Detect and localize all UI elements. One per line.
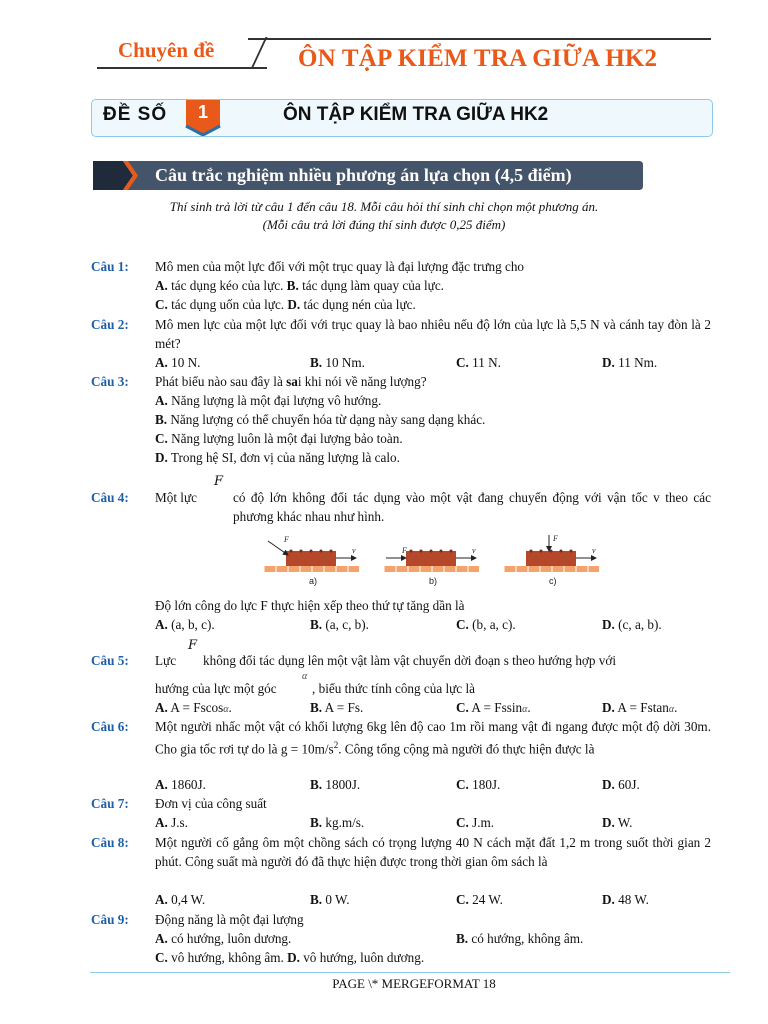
- force-label: F: [402, 546, 407, 555]
- option-d: D. A = Fstanα.: [602, 700, 678, 715]
- block: [406, 551, 456, 566]
- option-a: A. J.s.: [155, 815, 188, 830]
- question-text-start: Một lực: [155, 490, 197, 505]
- header-title: ÔN TẬP KIỂM TRA GIỮA HK2: [298, 45, 658, 72]
- question-text-start: Lực: [155, 653, 177, 668]
- force-symbol: F: [214, 474, 224, 489]
- exam-number-value: 1: [197, 102, 208, 122]
- alpha-symbol: α: [302, 671, 308, 682]
- option-c: C. 180J.: [456, 777, 501, 792]
- question-label: Câu 7:: [91, 796, 129, 811]
- section-intro-1: Thí sinh trả lời từ câu 1 đến câu 18. Mỗi câu hỏi thí sinh chỉ chọn một phương án.: [169, 199, 599, 214]
- option-d: D. 11 Nm.: [602, 355, 658, 370]
- block-dot: [410, 550, 413, 553]
- option-c: C. A = Fssinα.: [456, 700, 531, 715]
- option-a: A. tác dụng kéo của lực. B. tác dụng làm quay của lực.: [155, 278, 444, 293]
- option-a: A. 1860J.: [155, 777, 206, 792]
- force-label: F: [553, 534, 558, 543]
- block-dot: [310, 550, 313, 553]
- force-figure: [264, 533, 606, 588]
- question-followup: Độ lớn công do lực F thực hiện xếp theo thứ tự tăng dần là: [155, 598, 465, 613]
- page-footer: PAGE \* MERGEFORMAT 18: [332, 976, 496, 991]
- block-dot: [430, 550, 433, 553]
- option-a: A. 10 N.: [155, 355, 201, 370]
- question-text: Một người cố gắng ôm một chồng sách có trọng lượng 40 N cách mặt đất 1,2 m trong suốt thời gian 2 phút. Công suất mà người đó đã thực hiện được trong thời gian ôm sách là: [155, 835, 711, 869]
- velocity-label: v: [472, 546, 476, 555]
- block-dot: [530, 550, 533, 553]
- question-text: Đơn vị của công suất: [155, 796, 267, 811]
- panel-label: c): [549, 576, 557, 586]
- velocity-label: v: [352, 546, 356, 555]
- option-c: C. vô hướng, không âm. D. vô hướng, luôn dương.: [155, 950, 425, 965]
- block-dot: [570, 550, 573, 553]
- block-dot: [300, 550, 303, 553]
- question-label: Câu 1:: [91, 259, 129, 274]
- panel-label: a): [309, 576, 318, 586]
- option-c: C. Năng lượng luôn là một đại lượng bảo toàn.: [155, 431, 403, 446]
- block-dot: [330, 550, 333, 553]
- header-underline: [97, 67, 267, 69]
- exam-title: ÔN TẬP KIỂM TRA GIỮA HK2: [283, 104, 549, 125]
- option-b: B. có hướng, không âm.: [456, 931, 584, 946]
- topic-label: Chuyên đề: [118, 38, 215, 62]
- option-b: B. kg.m/s.: [310, 815, 365, 830]
- option-a: A. Năng lượng là một đại lượng vô hướng.: [155, 393, 382, 408]
- question-text: không đổi tác dụng lên một vật làm vật chuyển dời đoạn s theo hướng hợp với: [203, 653, 617, 668]
- question-text: có độ lớn không đổi tác dụng vào một vật đang chuyển động với vận tốc v theo các phương khác nhau như hình.: [233, 490, 711, 524]
- option-b: B. Năng lượng có thể chuyển hóa từ dạng này sang dạng khác.: [155, 412, 486, 427]
- question-text: Động năng là một đại lượng: [155, 912, 304, 927]
- option-d: D. Trong hệ SI, đơn vị của năng lượng là calo.: [155, 450, 400, 465]
- section-title: Câu trắc nghiệm nhiều phương án lựa chọn (4,5 điểm): [155, 165, 572, 185]
- question-label: Câu 4:: [91, 490, 129, 505]
- force-label: F: [284, 535, 289, 544]
- header-overline: [248, 38, 711, 40]
- question-text-3: , biểu thức tính công của lực là: [312, 681, 475, 696]
- block-dot: [450, 550, 453, 553]
- question-text: Một người nhấc một vật có khối lượng 6kg lên độ cao 1m rồi mang vật đi ngang được một độ dời 30m. Cho gia tốc rơi tự do là $g = 10m/s^2$. Công tổng cộng mà người đó thực hiện được là: [155, 719, 711, 757]
- option-c: C. J.m.: [456, 815, 495, 830]
- panel-label: b): [429, 576, 438, 586]
- question-label: Câu 6:: [91, 719, 129, 734]
- question-label: Câu 2:: [91, 317, 129, 332]
- question-text-2: hướng của lực một góc: [155, 681, 277, 696]
- option-a: A. 0,4 W.: [155, 892, 206, 907]
- option-c: C. tác dụng uốn của lực. D. tác dụng nén của lực.: [155, 297, 416, 312]
- question-text: Phát biểu nào sau đây là sai khi nói về năng lượng?: [155, 374, 427, 389]
- option-d: D. 60J.: [602, 777, 640, 792]
- option-a: A. A = Fscosα.: [155, 700, 232, 715]
- block: [526, 551, 576, 566]
- force-symbol: F: [188, 638, 198, 653]
- option-d: D. 48 W.: [602, 892, 649, 907]
- section-intro-2: (Mỗi câu trả lời đúng thí sinh được 0,25 điểm): [262, 217, 506, 232]
- option-c: C. (b, a, c).: [456, 617, 516, 632]
- question-label: Câu 8:: [91, 835, 129, 850]
- option-a: A. có hướng, luôn dương.: [155, 931, 292, 946]
- option-c: C. 11 N.: [456, 355, 501, 370]
- option-d: D. (c, a, b).: [602, 617, 662, 632]
- footer-divider: [90, 972, 730, 973]
- question-text: Mô men lực của một lực đối với trục quay là bao nhiêu nếu độ lớn của lực là 5,5 N và cánh tay đòn là 2 mét?: [155, 317, 711, 351]
- block-dot: [320, 550, 323, 553]
- option-c: C. 24 W.: [456, 892, 503, 907]
- header-slant: [251, 37, 268, 69]
- block-dot: [440, 550, 443, 553]
- option-d: D. W.: [602, 815, 633, 830]
- question-label: Câu 9:: [91, 912, 129, 927]
- question-label: Câu 3:: [91, 374, 129, 389]
- option-b: B. 1800J.: [310, 777, 361, 792]
- block-dot: [540, 550, 543, 553]
- block: [286, 551, 336, 566]
- option-b: B. (a, c, b).: [310, 617, 369, 632]
- block-dot: [420, 550, 423, 553]
- velocity-label: v: [592, 546, 596, 555]
- option-b: B. 0 W.: [310, 892, 350, 907]
- option-b: B. A = Fs.: [310, 700, 364, 715]
- question-label: Câu 5:: [91, 653, 129, 668]
- block-dot: [290, 550, 293, 553]
- exam-number-label: ĐỀ SỐ: [103, 104, 168, 125]
- block-dot: [560, 550, 563, 553]
- block-dot: [550, 550, 553, 553]
- option-a: A. (a, b, c).: [155, 617, 215, 632]
- option-b: B. 10 Nm.: [310, 355, 365, 370]
- question-text: Mô men của một lực đối với một trục quay là đại lượng đặc trưng cho: [155, 259, 525, 274]
